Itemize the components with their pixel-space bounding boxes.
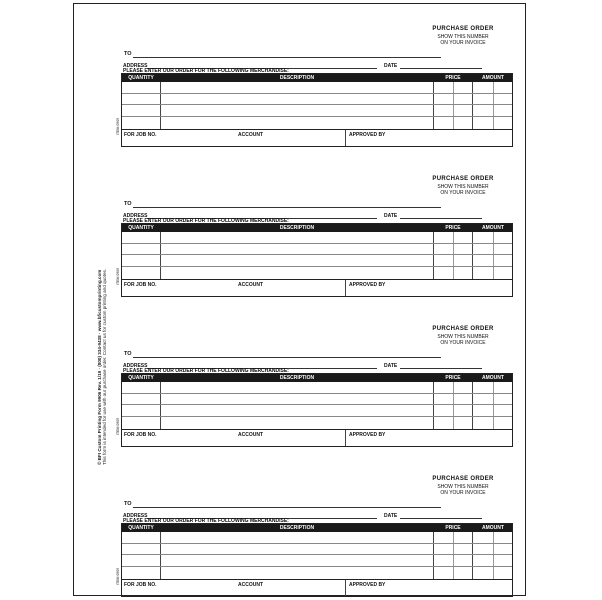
form-footer xyxy=(121,130,513,147)
po-subtitle xyxy=(423,34,503,46)
column-divider xyxy=(493,532,494,579)
table-row[interactable] xyxy=(122,243,512,244)
side-printer-info xyxy=(97,125,107,465)
job-number-label: FOR JOB NO. xyxy=(124,132,157,138)
merchandise-table xyxy=(121,73,513,130)
table-row[interactable] xyxy=(122,104,512,105)
footer-divider xyxy=(345,430,346,446)
column-divider xyxy=(493,82,494,129)
merchandise-table xyxy=(121,223,513,280)
date-field[interactable] xyxy=(400,218,482,219)
po-subtitle-line-2: ON YOUR INVOICE xyxy=(440,40,486,46)
purchase-order-form-3 xyxy=(116,326,513,446)
approved-by-label: APPROVED BY xyxy=(349,132,386,138)
table-row[interactable] xyxy=(122,554,512,555)
instructions-text: PLEASE ENTER OUR ORDER FOR THE FOLLOWING MERCHANDISE: xyxy=(123,518,289,524)
to-label: TO xyxy=(124,201,132,207)
column-divider xyxy=(472,532,473,579)
job-number-label: FOR JOB NO. xyxy=(124,282,157,288)
date-field[interactable] xyxy=(400,368,482,369)
item-code: ITEM 0909 xyxy=(116,267,120,285)
col-price: PRICE xyxy=(445,225,461,231)
column-divider xyxy=(160,532,161,579)
item-code: ITEM 0909 xyxy=(116,567,120,585)
to-label: TO xyxy=(124,351,132,357)
table-row[interactable] xyxy=(122,404,512,405)
to-label: TO xyxy=(124,51,132,57)
to-field[interactable] xyxy=(133,357,441,358)
po-subtitle xyxy=(423,334,503,346)
date-field[interactable] xyxy=(400,518,482,519)
table-header xyxy=(122,374,512,382)
col-amount: AMOUNT xyxy=(482,225,504,231)
po-title: PURCHASE ORDER xyxy=(432,26,494,32)
column-divider xyxy=(472,232,473,279)
instructions-text: PLEASE ENTER OUR ORDER FOR THE FOLLOWING MERCHANDISE: xyxy=(123,218,289,224)
footer-divider xyxy=(345,280,346,296)
column-divider xyxy=(453,382,454,429)
job-number-label: FOR JOB NO. xyxy=(124,432,157,438)
table-header xyxy=(122,224,512,232)
date-field[interactable] xyxy=(400,68,482,69)
date-label: DATE xyxy=(384,363,398,369)
table-row[interactable] xyxy=(122,93,512,94)
table-row[interactable] xyxy=(122,416,512,417)
address-label: ADDRESS xyxy=(123,213,148,219)
date-label: DATE xyxy=(384,213,398,219)
table-row[interactable] xyxy=(122,393,512,394)
merchandise-table xyxy=(121,373,513,430)
col-description: DESCRIPTION xyxy=(279,75,315,81)
po-subtitle-line-1: SHOW THIS NUMBER xyxy=(437,484,489,490)
date-label: DATE xyxy=(384,513,398,519)
form-footer xyxy=(121,430,513,447)
footer-divider xyxy=(345,580,346,596)
account-label: ACCOUNT xyxy=(238,132,263,138)
col-amount: AMOUNT xyxy=(482,375,504,381)
column-divider xyxy=(453,532,454,579)
col-quantity: QUANTITY xyxy=(128,375,154,381)
col-price: PRICE xyxy=(445,375,461,381)
approved-by-label: APPROVED BY xyxy=(349,582,386,588)
table-row[interactable] xyxy=(122,254,512,255)
po-title: PURCHASE ORDER xyxy=(432,326,494,332)
to-label: TO xyxy=(124,501,132,507)
purchase-order-form-4 xyxy=(116,476,513,596)
table-row[interactable] xyxy=(122,543,512,544)
job-number-label: FOR JOB NO. xyxy=(124,582,157,588)
form-footer xyxy=(121,580,513,597)
col-description: DESCRIPTION xyxy=(279,225,315,231)
po-subtitle-line-1: SHOW THIS NUMBER xyxy=(437,184,489,190)
approved-by-label: APPROVED BY xyxy=(349,282,386,288)
instructions-text: PLEASE ENTER OUR ORDER FOR THE FOLLOWING MERCHANDISE: xyxy=(123,368,289,374)
po-subtitle xyxy=(423,184,503,196)
merchandise-table xyxy=(121,523,513,580)
col-description: DESCRIPTION xyxy=(279,375,315,381)
column-divider xyxy=(493,382,494,429)
col-amount: AMOUNT xyxy=(482,75,504,81)
column-divider xyxy=(160,82,161,129)
instructions-text: PLEASE ENTER OUR ORDER FOR THE FOLLOWING MERCHANDISE: xyxy=(123,68,289,74)
col-amount: AMOUNT xyxy=(482,525,504,531)
column-divider xyxy=(433,382,434,429)
table-header xyxy=(122,74,512,82)
column-divider xyxy=(433,82,434,129)
to-field[interactable] xyxy=(133,507,441,508)
po-subtitle-line-1: SHOW THIS NUMBER xyxy=(437,34,489,40)
item-code: ITEM 0909 xyxy=(116,117,120,135)
purchase-order-form-1 xyxy=(116,26,513,146)
side-line-2: This form is intended for use with our purchase order. Contact us for custom printing and quotes. xyxy=(102,268,108,465)
po-subtitle-line-2: ON YOUR INVOICE xyxy=(440,190,486,196)
side-line-1: © BFI Custom Printing Form 9906 Rev. 1/19 · (800) 334-9438 · www.bficustomprinting.com xyxy=(97,269,102,465)
po-title: PURCHASE ORDER xyxy=(432,176,494,182)
address-label: ADDRESS xyxy=(123,513,148,519)
table-header xyxy=(122,524,512,532)
col-price: PRICE xyxy=(445,75,461,81)
po-subtitle-line-2: ON YOUR INVOICE xyxy=(440,340,486,346)
table-row[interactable] xyxy=(122,116,512,117)
column-divider xyxy=(433,532,434,579)
column-divider xyxy=(453,82,454,129)
column-divider xyxy=(472,382,473,429)
address-label: ADDRESS xyxy=(123,363,148,369)
account-label: ACCOUNT xyxy=(238,432,263,438)
item-code: ITEM 0909 xyxy=(116,417,120,435)
column-divider xyxy=(493,232,494,279)
po-subtitle-line-1: SHOW THIS NUMBER xyxy=(437,334,489,340)
col-quantity: QUANTITY xyxy=(128,525,154,531)
column-divider xyxy=(433,232,434,279)
footer-divider xyxy=(345,130,346,146)
account-label: ACCOUNT xyxy=(238,282,263,288)
column-divider xyxy=(160,382,161,429)
to-field[interactable] xyxy=(133,207,441,208)
purchase-order-form-2 xyxy=(116,176,513,296)
po-title: PURCHASE ORDER xyxy=(432,476,494,482)
address-label: ADDRESS xyxy=(123,63,148,69)
col-description: DESCRIPTION xyxy=(279,525,315,531)
to-field[interactable] xyxy=(133,57,441,58)
form-footer xyxy=(121,280,513,297)
column-divider xyxy=(472,82,473,129)
column-divider xyxy=(160,232,161,279)
column-divider xyxy=(453,232,454,279)
table-row[interactable] xyxy=(122,566,512,567)
po-subtitle xyxy=(423,484,503,496)
date-label: DATE xyxy=(384,63,398,69)
po-subtitle-line-2: ON YOUR INVOICE xyxy=(440,490,486,496)
approved-by-label: APPROVED BY xyxy=(349,432,386,438)
table-row[interactable] xyxy=(122,266,512,267)
col-price: PRICE xyxy=(445,525,461,531)
col-quantity: QUANTITY xyxy=(128,75,154,81)
col-quantity: QUANTITY xyxy=(128,225,154,231)
account-label: ACCOUNT xyxy=(238,582,263,588)
